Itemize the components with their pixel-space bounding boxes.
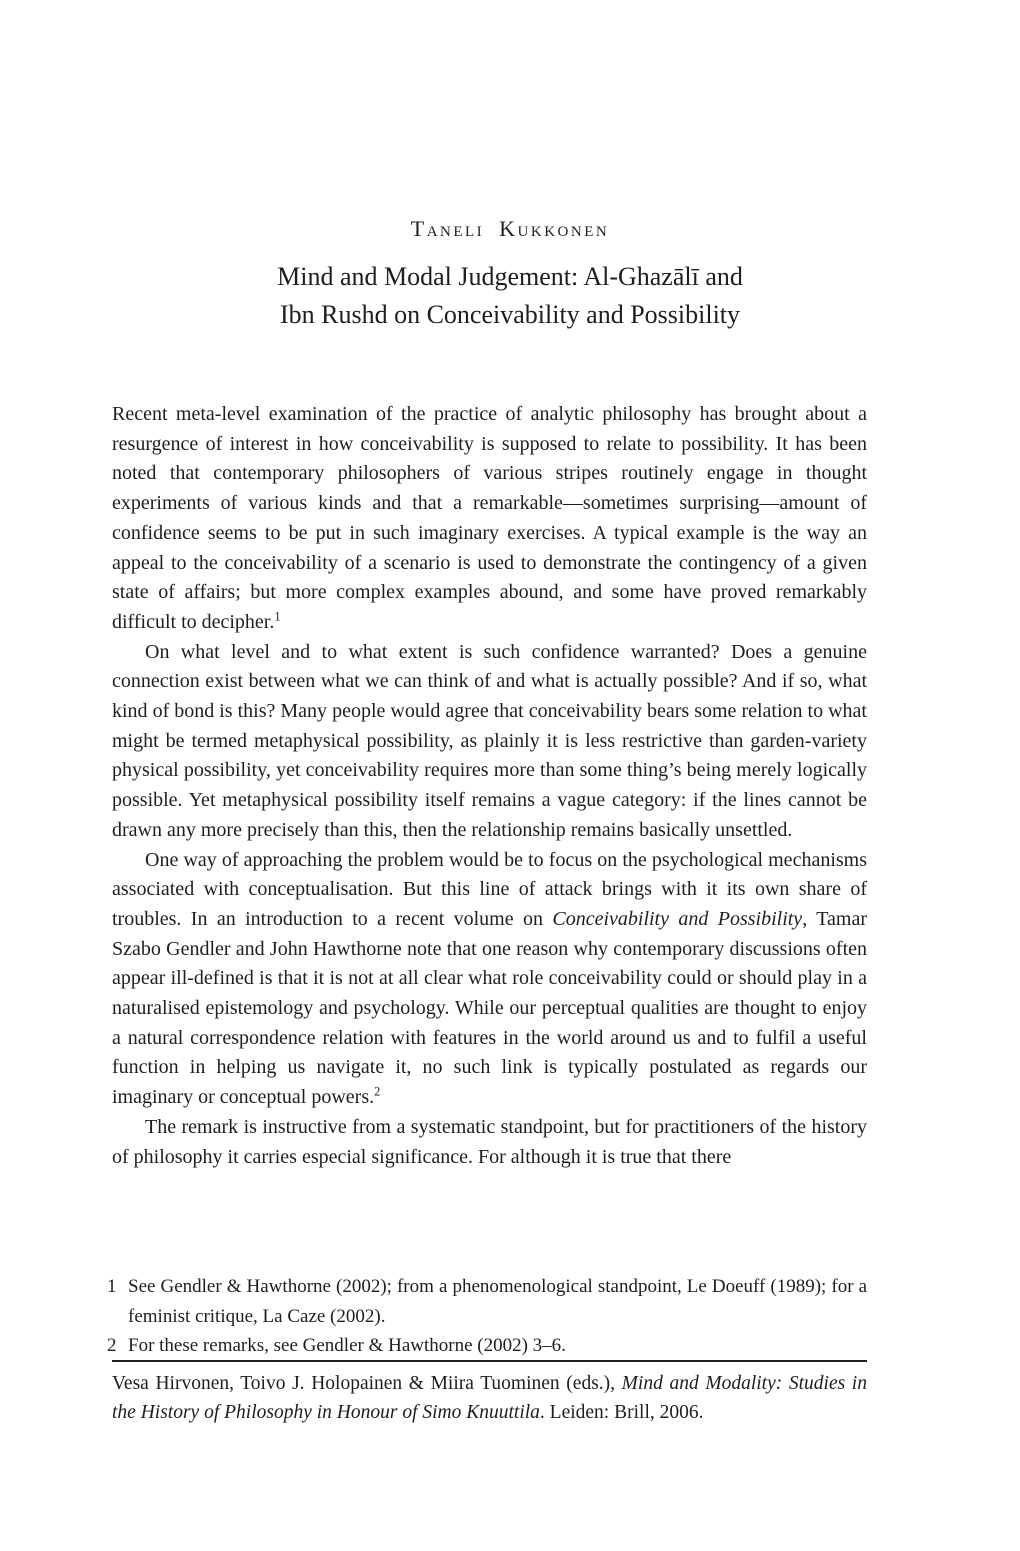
footnote-2 [107,1331,867,1361]
volume-colophon [112,1370,867,1427]
footnote-1-text [128,1272,867,1331]
text-segment: . Leiden: Brill, 2006. [539,1401,704,1423]
article-title [0,258,1020,334]
text-segment: See Gendler & Hawthorne (2002); from a phenomenological standpoint, Le Doeuff (1989); for a feminist critique, La Caze (2002). [128,1276,867,1327]
footnote-2-text [128,1331,867,1361]
body-paragraph-1 [112,400,867,638]
body-paragraph-3 [112,846,867,1113]
body-paragraph-2 [112,638,867,846]
footnote-1 [107,1272,867,1331]
title-line-1: Mind and Modal Judgement: Al-Ghazālī and [277,262,743,291]
author-name: Taneli Kukkonen [410,216,610,241]
text-segment: On what level and to what extent is such confidence warranted? Does a genuine connection exist between what we can think of and what is actually possible? And if so, what kind of bond is this? Many people would agree that conceivability bears some relation to what might be termed metaphysical possibility, as plainly it is less restrictive than garden-variety physical possibility, yet conceivability requires more than some thing’s being merely logically possible. Yet metaphysical possibility itself remains a vague category: if the lines cannot be drawn any more precisely than this, then the relationship remains basically unsettled. [112,640,867,841]
text-segment: One way of approaching the problem would be to focus on the psychological mechanisms associated with conceptualisation. But this line of attack brings with it its own share of troubles. In an introduction to a recent volume on [112,848,867,930]
italic-text: Conceivability and Possibility [552,907,803,930]
text-segment: Vesa Hirvonen, Toivo J. Holopainen & Miira Tuominen (eds.), [112,1373,622,1394]
text-segment: For these remarks, see Gendler & Hawthorne (2002) 3–6. [128,1335,566,1356]
article-body [112,400,867,1172]
text-segment: The remark is instructive from a systematic standpoint, but for practitioners of the history of philosophy it carries especial significance. For although it is true that there [112,1115,867,1168]
text-segment: Recent meta-level examination of the practice of analytic philosophy has brought about a resurgence of interest in how conceivability is supposed to relate to possibility. It has been noted that contemporary philosophers of various stripes routinely engage in thought experiments of various kinds and that a remarkable—sometimes surprising—amount of confidence seems to be put in such imaginary exercises. A typical example is the way an appeal to the conceivability of a scenario is used to demonstrate the contingency of a given state of affairs; but more complex examples abound, and some have proved remarkably difficult to decipher. [112,403,867,633]
footnote-marker: 2 [374,1084,381,1099]
title-line-2: Ibn Rushd on Conceivability and Possibility [279,300,741,329]
italic-text: Mind and Modality: Studies in the History of Philosophy in Honour of Simo Knuuttila [112,1373,867,1423]
text-segment: , Tamar Szabo Gendler and John Hawthorne note that one reason why contemporary discussions often appear ill-defined is that it is not at all clear what role conceivability could or should play in a naturalised epistemology and psychology. While our perceptual qualities are thought to enjoy a natural correspondence relation with features in the world around us and to fulfil a useful function in helping us navigate it, no such link is typically postulated as regards our imaginary or conceptual powers. [112,907,867,1109]
footnote-marker: 1 [274,609,281,624]
footnote-2-number: 2 [107,1335,117,1356]
footer-divider-rule [112,1360,867,1362]
body-paragraph-4 [112,1113,867,1172]
footnotes-section [107,1272,867,1361]
footnote-1-number: 1 [107,1276,117,1297]
